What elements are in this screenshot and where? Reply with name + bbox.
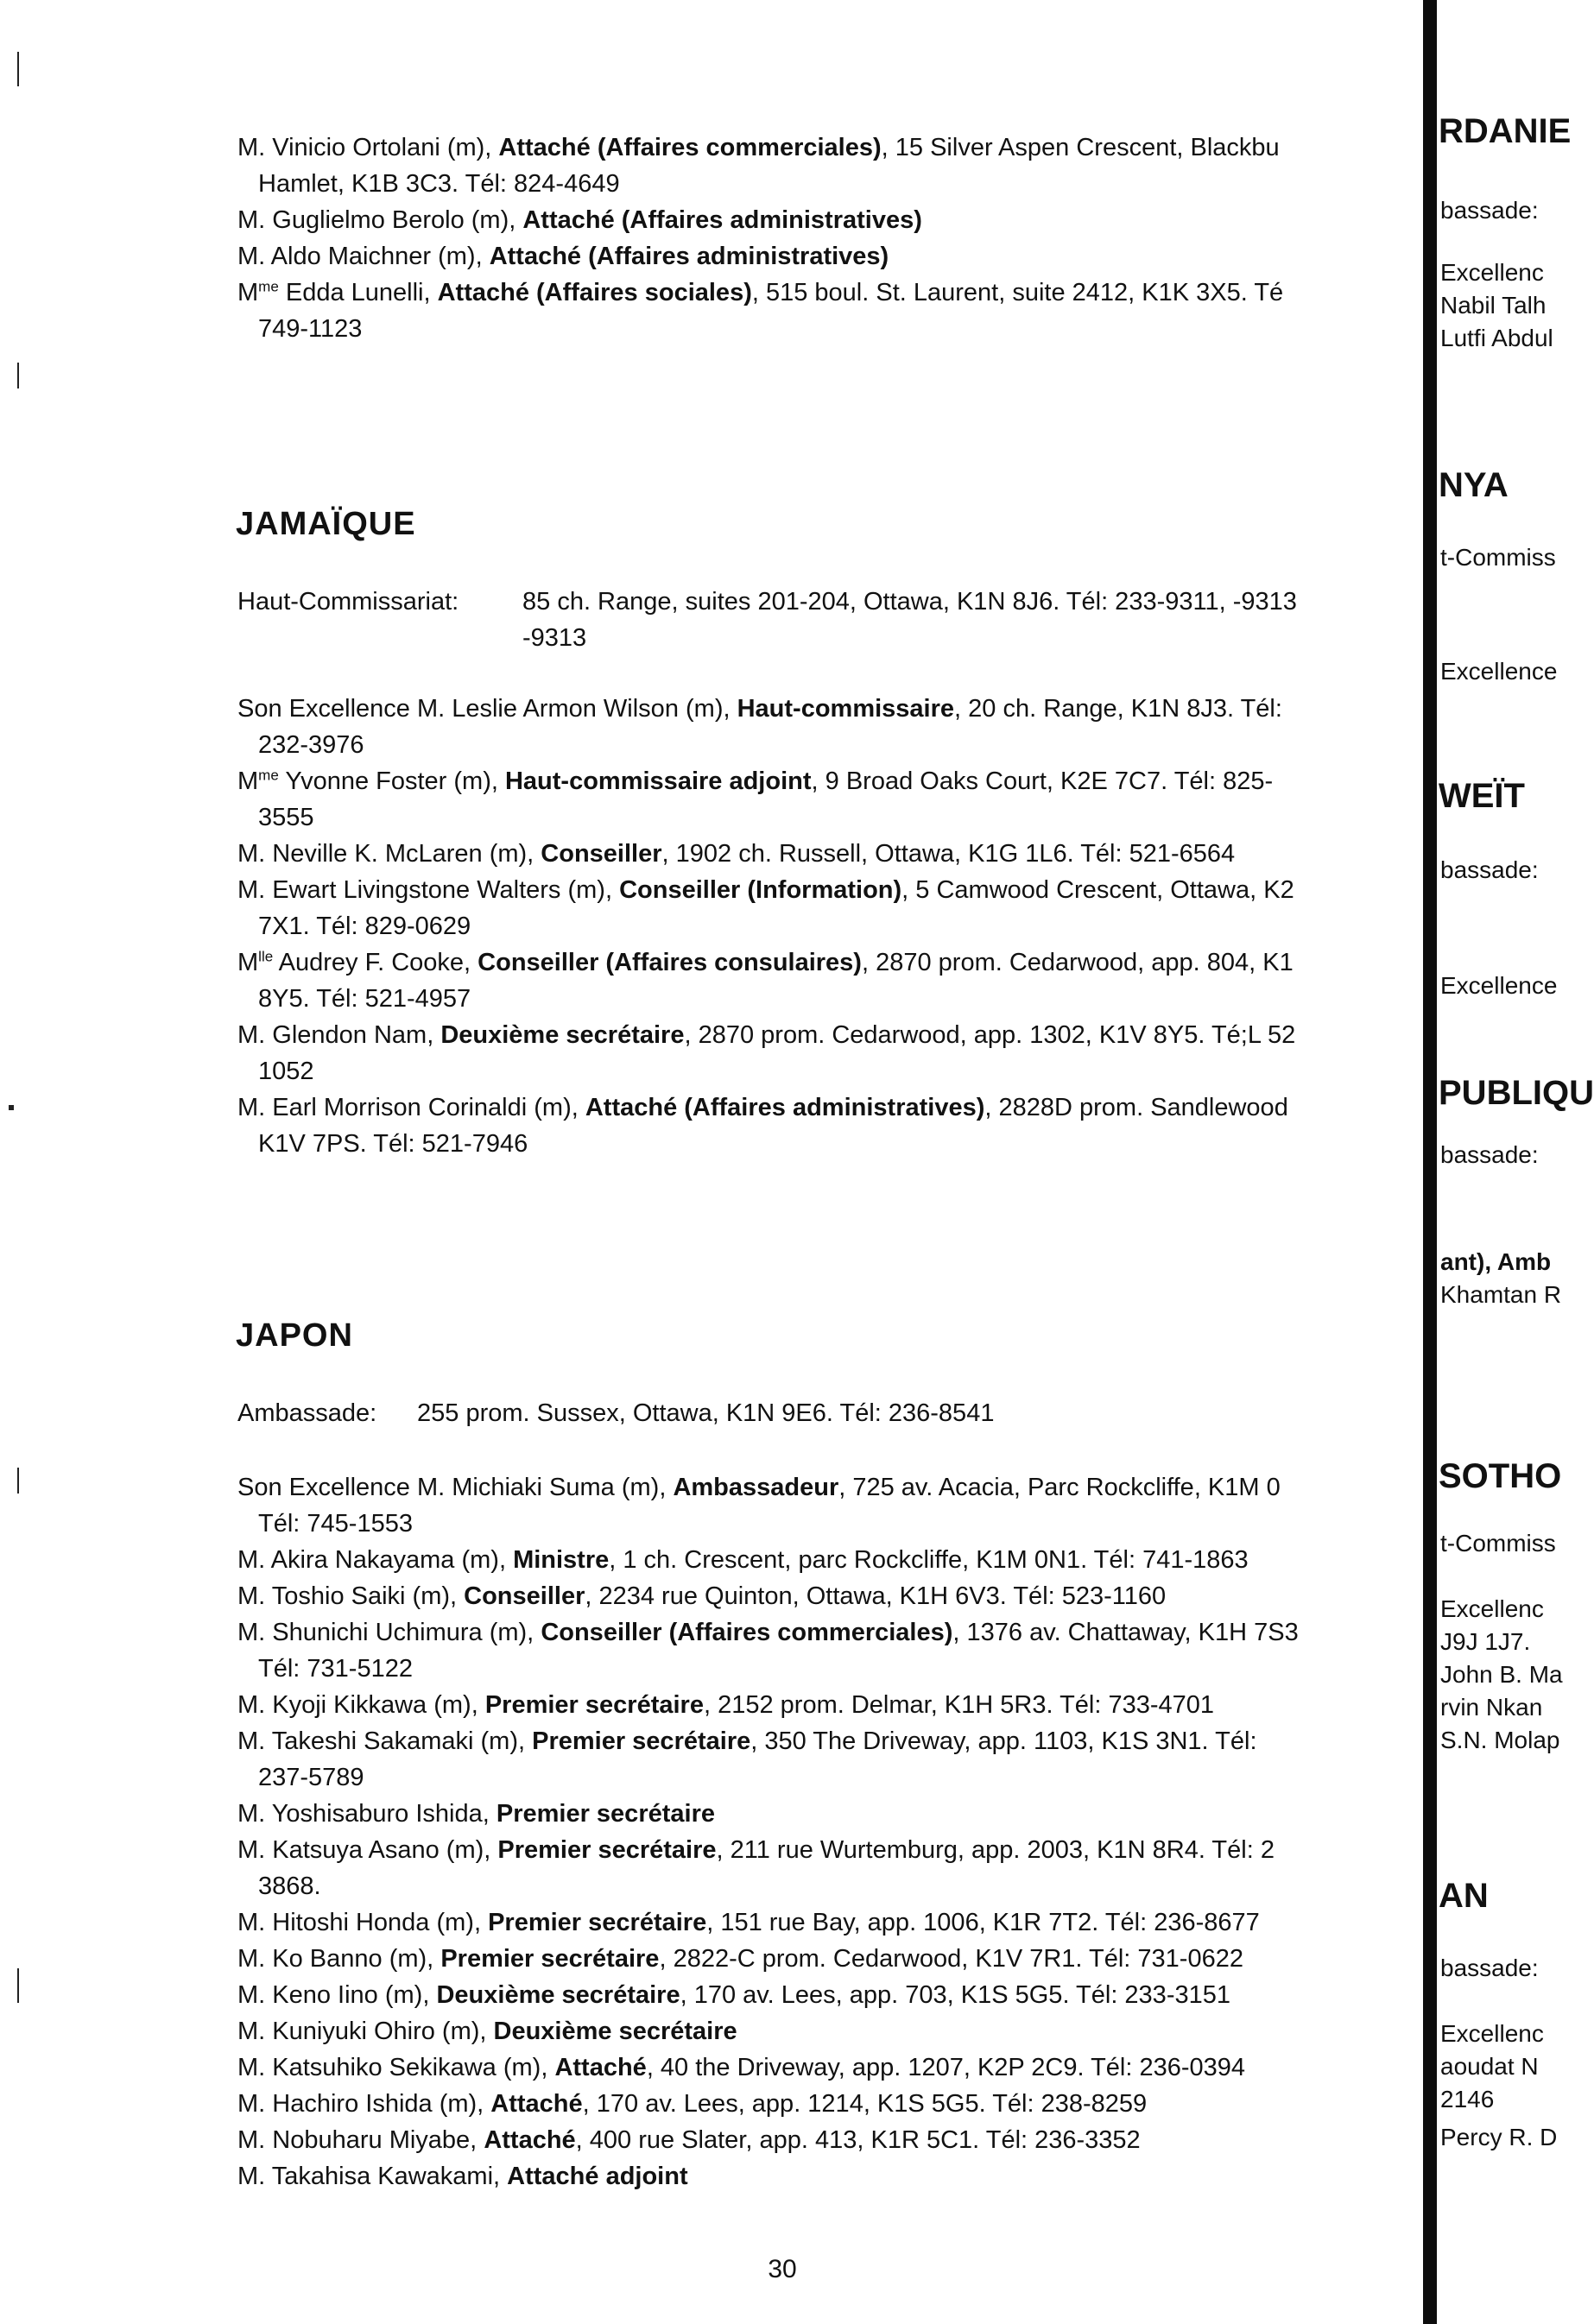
entry-text: M. Vinicio Ortolani (m), — [237, 134, 499, 161]
directory-entry — [237, 691, 1429, 763]
entry-line — [237, 1904, 1429, 1941]
entry-superscript: lle — [258, 948, 274, 965]
facing-heading-fragment: SOTHO — [1439, 1457, 1562, 1495]
entry-title: Deuxième secrétaire — [440, 1021, 685, 1049]
directory-entry — [237, 1723, 1429, 1796]
facing-text-fragment: t-Commiss — [1440, 1530, 1556, 1557]
entry-title: Conseiller (Affaires consulaires) — [478, 949, 862, 976]
entry-line-continued — [237, 799, 1429, 836]
entry-list — [237, 1469, 1429, 2195]
entry-text: , 40 the Driveway, app. 1207, K2P 2C9. Tél: 236-0394 — [646, 2054, 1246, 2081]
entry-text: Tél: 731-5122 — [258, 1655, 413, 1683]
entry-line — [237, 836, 1429, 872]
facing-text-fragment: Nabil Talh — [1440, 292, 1547, 319]
page-number: 30 — [768, 2255, 797, 2283]
facing-text-fragment: Excellence — [1440, 658, 1558, 685]
entry-text: M. Guglielmo Berolo (m), — [237, 206, 523, 234]
entry-line — [237, 2013, 1429, 2049]
directory-entry — [237, 1796, 1429, 1832]
entry-line — [237, 872, 1429, 908]
entry-line-continued — [237, 908, 1429, 944]
entry-line-continued — [237, 727, 1429, 763]
directory-entry — [237, 1687, 1429, 1723]
entry-line-continued — [237, 1868, 1429, 1904]
directory-entry — [237, 2122, 1429, 2158]
facing-text-fragment: aoudat N — [1440, 2053, 1539, 2080]
entry-title: Haut-commissaire adjoint — [504, 767, 812, 795]
entry-line-continued — [237, 1506, 1429, 1542]
entry-text: K1V 7PS. Tél: 521-7946 — [258, 1130, 528, 1158]
entry-line — [237, 2049, 1429, 2086]
entry-line — [237, 1796, 1429, 1832]
entry-text: , 725 av. Acacia, Parc Rockcliffe, K1M 0 — [838, 1474, 1281, 1501]
mission-address: 85 ch. Range, suites 201-204, Ottawa, K1N 8J6. Tél: 233-9311, -9313 — [522, 588, 1297, 616]
directory-entry — [237, 1941, 1429, 1977]
entry-text: Son Excellence M. Leslie Armon Wilson (m), — [237, 695, 737, 723]
entry-title: Premier secrétaire — [488, 1909, 707, 1936]
entry-text: M. Yoshisaburo Ishida, — [237, 1800, 497, 1828]
facing-text-fragment: 2146 — [1440, 2086, 1495, 2112]
directory-entry — [237, 1614, 1429, 1687]
directory-entry — [237, 275, 1429, 347]
facing-text-fragment: t-Commiss — [1440, 544, 1556, 571]
entry-text: , 2870 prom. Cedarwood, app. 1302, K1V 8Y5. Té;L 52 — [684, 1021, 1296, 1049]
directory-entry — [237, 872, 1429, 944]
directory-entry — [237, 836, 1429, 872]
entry-line-continued — [237, 311, 1429, 347]
facing-text-fragment: Lutfi Abdul — [1440, 325, 1553, 351]
entry-text: M. Earl Morrison Corinaldi (m), — [237, 1094, 585, 1121]
directory-entry — [237, 202, 1429, 238]
entry-title: Deuxième secrétaire — [493, 2018, 737, 2045]
facing-text-fragment: bassade: — [1440, 197, 1539, 224]
directory-entry — [237, 1469, 1429, 1542]
entry-text: M — [237, 279, 259, 306]
entry-title: Attaché — [554, 2054, 647, 2081]
directory-entry — [237, 2158, 1429, 2195]
entry-text: , 1 ch. Crescent, parc Rockcliffe, K1M 0N1. Tél: 741-1863 — [609, 1546, 1249, 1574]
entry-title: Premier secrétaire — [497, 1836, 717, 1864]
entry-text: M. Katsuhiko Sekikawa (m), — [237, 2054, 555, 2081]
facing-heading-fragment: WEÏT — [1439, 777, 1525, 815]
entry-title: Attaché adjoint — [507, 2163, 688, 2190]
facing-heading-fragment: AN — [1439, 1877, 1489, 1915]
entry-text: 237-5789 — [258, 1764, 364, 1791]
entry-text: 749-1123 — [258, 315, 363, 343]
entry-superscript: me — [258, 767, 279, 784]
facing-heading-fragment: PUBLIQU — [1439, 1074, 1594, 1112]
entry-line — [237, 1089, 1429, 1126]
entry-line — [237, 1832, 1429, 1868]
entry-text: Hamlet, K1B 3C3. Tél: 824-4649 — [258, 170, 620, 198]
facing-text-fragment: Excellenc — [1440, 259, 1544, 286]
entry-title: Premier secrétaire — [532, 1727, 751, 1755]
entry-text: , 211 rue Wurtemburg, app. 2003, K1N 8R4. Tél: 2 — [716, 1836, 1275, 1864]
entry-text: , 5 Camwood Crescent, Ottawa, K2 — [901, 876, 1294, 904]
entry-text: , 2822-C prom. Cedarwood, K1V 7R1. Tél: 731-0622 — [659, 1945, 1243, 1973]
entry-title: Attaché — [490, 2090, 583, 2118]
entry-text: M. Akira Nakayama (m), — [237, 1546, 514, 1574]
entry-title: Haut-commissaire — [737, 695, 955, 723]
entry-text: Tél: 745-1553 — [258, 1510, 413, 1538]
directory-entry — [237, 1542, 1429, 1578]
entry-line — [237, 275, 1429, 311]
facing-text-fragment: Excellenc — [1440, 2020, 1544, 2047]
entry-line — [237, 1017, 1429, 1053]
entry-text: , 2870 prom. Cedarwood, app. 804, K1 — [861, 949, 1294, 976]
facing-text-fragment: bassade: — [1440, 856, 1539, 883]
entry-line — [237, 763, 1429, 799]
entry-list — [237, 129, 1429, 347]
entry-text: , 9 Broad Oaks Court, K2E 7C7. Tél: 825- — [811, 767, 1274, 795]
entry-text: M — [237, 767, 259, 795]
entry-line — [237, 1614, 1429, 1651]
facing-text-fragment: Excellence — [1440, 972, 1558, 999]
entry-text: , 20 ch. Range, K1N 8J3. Tél: — [954, 695, 1282, 723]
mission-address: 255 prom. Sussex, Ottawa, K1N 9E6. Tél: 236-8541 — [417, 1399, 995, 1427]
entry-line — [237, 2086, 1429, 2122]
entry-text: , 170 av. Lees, app. 703, K1S 5G5. Tél: 233-3151 — [680, 1981, 1230, 2009]
facing-page-edge — [1423, 0, 1594, 2324]
entry-text: , 1376 av. Chattaway, K1H 7S3 — [952, 1619, 1299, 1646]
entry-text: M. Kuniyuki Ohiro (m), — [237, 2018, 494, 2045]
entry-line — [237, 129, 1429, 166]
facing-text-fragment: bassade: — [1440, 1141, 1539, 1168]
directory-entry — [237, 2013, 1429, 2049]
entry-text: M. Ewart Livingstone Walters (m), — [237, 876, 620, 904]
entry-text: 1052 — [258, 1058, 314, 1085]
entry-text: M. Aldo Maichner (m), — [237, 243, 490, 270]
entry-text: 3555 — [258, 804, 314, 831]
entry-line-continued — [237, 981, 1429, 1017]
facing-text-fragment: Percy R. D — [1440, 2124, 1558, 2150]
entry-text: M. Hitoshi Honda (m), — [237, 1909, 489, 1936]
directory-entry — [237, 1089, 1429, 1162]
directory-entry — [237, 1017, 1429, 1089]
entry-text: M. Takeshi Sakamaki (m), — [237, 1727, 533, 1755]
entry-title: Attaché — [484, 2126, 576, 2154]
entry-line — [237, 1977, 1429, 2013]
entry-text: Edda Lunelli, — [278, 279, 438, 306]
entry-line — [237, 2158, 1429, 2195]
entry-text: , 515 boul. St. Laurent, suite 2412, K1K 3X5. Té — [751, 279, 1284, 306]
entry-line — [237, 202, 1429, 238]
mission-label: Haut-Commissariat: — [237, 588, 459, 616]
entry-title: Premier secrétaire — [440, 1945, 660, 1973]
entry-text: M. Neville K. McLaren (m), — [237, 840, 541, 868]
entry-text: M. Takahisa Kawakami, — [237, 2163, 508, 2190]
section-heading-japon: JAPON — [236, 1317, 353, 1354]
entry-text: M — [237, 949, 259, 976]
entry-text: , 350 The Driveway, app. 1103, K1S 3N1. Tél: — [750, 1727, 1257, 1755]
entry-line-continued — [237, 1053, 1429, 1089]
jamaique-entries — [237, 691, 1429, 1162]
facing-heading-fragment: RDANIE — [1439, 112, 1572, 150]
entry-text: , 15 Silver Aspen Crescent, Blackbu — [881, 134, 1280, 161]
entry-title: Conseiller (Affaires commerciales) — [541, 1619, 953, 1646]
entry-text: 232-3976 — [258, 731, 364, 759]
directory-entry — [237, 944, 1429, 1017]
entry-title: Conseiller — [541, 840, 662, 868]
entry-text: , 151 rue Bay, app. 1006, K1R 7T2. Tél: 236-8677 — [706, 1909, 1260, 1936]
entry-text: M. Ko Banno (m), — [237, 1945, 441, 1973]
directory-entry — [237, 1578, 1429, 1614]
entry-title: Attaché (Affaires sociales) — [437, 279, 752, 306]
directory-entry — [237, 1904, 1429, 1941]
entry-text: , 2828D prom. Sandlewood — [984, 1094, 1288, 1121]
facing-text-fragment: Excellenc — [1440, 1595, 1544, 1622]
entry-line — [237, 1723, 1429, 1759]
directory-entry — [237, 2086, 1429, 2122]
entry-text: M. Katsuya Asano (m), — [237, 1836, 498, 1864]
facing-text-fragment: S.N. Molap — [1440, 1727, 1560, 1753]
entry-text: M. Glendon Nam, — [237, 1021, 441, 1049]
scan-left-edge — [0, 0, 26, 2324]
entry-title: Attaché (Affaires administratives) — [585, 1094, 985, 1121]
entry-line — [237, 1687, 1429, 1723]
entry-text: , 400 rue Slater, app. 413, K1R 5C1. Tél: 236-3352 — [575, 2126, 1141, 2154]
mission-japon — [237, 1395, 994, 1431]
entry-line — [237, 1469, 1429, 1506]
facing-text-fragment: rvin Nkan — [1440, 1694, 1543, 1721]
entry-text: Son Excellence M. Michiaki Suma (m), — [237, 1474, 674, 1501]
directory-entry — [237, 2049, 1429, 2086]
entry-list — [237, 691, 1429, 1162]
facing-text-fragment: ant), Amb — [1440, 1248, 1552, 1275]
entry-line-continued — [237, 1651, 1429, 1687]
entry-superscript: me — [258, 278, 279, 295]
directory-entry — [237, 1977, 1429, 2013]
entry-title: Premier secrétaire — [496, 1800, 715, 1828]
entry-title: Attaché (Affaires administratives) — [522, 206, 922, 234]
entry-title: Deuxième secrétaire — [436, 1981, 680, 2009]
entry-line — [237, 2122, 1429, 2158]
entry-text: 3868. — [258, 1872, 321, 1900]
entry-title: Attaché (Affaires administratives) — [489, 243, 889, 270]
entry-line — [237, 1542, 1429, 1578]
mission-address-cont: -9313 — [522, 624, 587, 652]
entry-text: M. Kyoji Kikkawa (m), — [237, 1691, 485, 1719]
entry-text: Yvonne Foster (m), — [278, 767, 505, 795]
mission-label: Ambassade: — [237, 1399, 377, 1427]
entry-line — [237, 691, 1429, 727]
facing-text-fragment: J9J 1J7. — [1440, 1628, 1531, 1655]
directory-entry — [237, 763, 1429, 836]
entry-text: Audrey F. Cooke, — [273, 949, 478, 976]
entry-text: 7X1. Tél: 829-0629 — [258, 913, 471, 940]
entry-text: M. Keno Iino (m), — [237, 1981, 437, 2009]
section-heading-jamaique: JAMAÏQUE — [236, 506, 416, 542]
entry-line-continued — [237, 1759, 1429, 1796]
entry-text: 8Y5. Tél: 521-4957 — [258, 985, 471, 1013]
entry-title: Attaché (Affaires commerciales) — [498, 134, 882, 161]
mission-jamaique — [237, 584, 1297, 656]
entry-title: Premier secrétaire — [484, 1691, 704, 1719]
entry-text: M. Nobuharu Miyabe, — [237, 2126, 484, 2154]
entry-title: Ministre — [513, 1546, 610, 1574]
facing-heading-fragment: NYA — [1439, 466, 1509, 504]
entry-title: Conseiller — [464, 1582, 585, 1610]
entry-text: , 170 av. Lees, app. 1214, K1S 5G5. Tél: 238-8259 — [582, 2090, 1148, 2118]
entry-text: M. Toshio Saiki (m), — [237, 1582, 465, 1610]
entry-text: M. Shunichi Uchimura (m), — [237, 1619, 541, 1646]
italy-continuation — [237, 129, 1429, 347]
facing-text-fragment: Khamtan R — [1440, 1281, 1562, 1308]
entry-line-continued — [237, 1126, 1429, 1162]
entry-title: Conseiller (Information) — [619, 876, 902, 904]
entry-text: , 2234 rue Quinton, Ottawa, K1H 6V3. Tél: 523-1160 — [585, 1582, 1167, 1610]
directory-entry — [237, 238, 1429, 275]
directory-entry — [237, 129, 1429, 202]
japon-entries — [237, 1469, 1429, 2195]
entry-line-continued — [237, 166, 1429, 202]
entry-title: Ambassadeur — [673, 1474, 839, 1501]
facing-text-fragment: bassade: — [1440, 1955, 1539, 1981]
entry-text: , 1902 ch. Russell, Ottawa, K1G 1L6. Tél: 521-6564 — [661, 840, 1236, 868]
binding-shadow — [1423, 0, 1437, 2324]
entry-line — [237, 1578, 1429, 1614]
entry-line — [237, 238, 1429, 275]
entry-line — [237, 1941, 1429, 1977]
directory-entry — [237, 1832, 1429, 1904]
entry-line — [237, 944, 1429, 981]
facing-text-fragment: John B. Ma — [1440, 1661, 1563, 1688]
entry-text: M. Hachiro Ishida (m), — [237, 2090, 491, 2118]
entry-text: , 2152 prom. Delmar, K1H 5R3. Tél: 733-4701 — [703, 1691, 1215, 1719]
